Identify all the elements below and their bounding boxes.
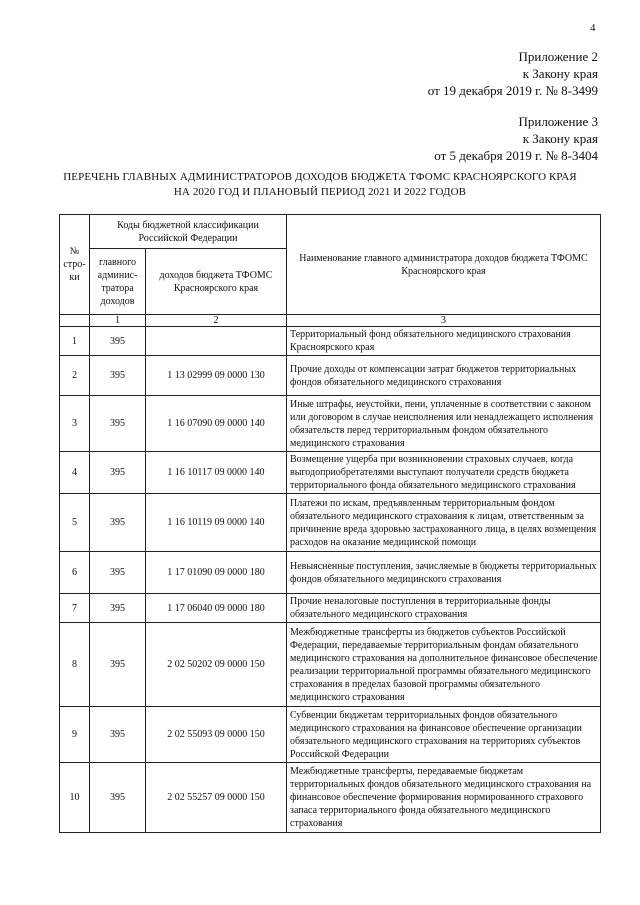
admin-code: 395 — [90, 594, 146, 623]
revenue-name: Межбюджетные трансферты из бюджетов субъектов Российской Федерации, передаваемые территориальным фондам обязательного медицинского страхования на дополнительное финансовое обеспечение реализации территориальной программы обязательного медицинского страхования в пределах базовой программы обязательного медицинского страхования — [287, 623, 601, 707]
admin-code: 395 — [90, 396, 146, 452]
admin-code: 395 — [90, 452, 146, 494]
admin-code: 395 — [90, 707, 146, 763]
revenue-name: Прочие неналоговые поступления в территориальные фонды обязательного медицинского страхования — [287, 594, 601, 623]
row-number: 8 — [60, 623, 90, 707]
page-number: 4 — [590, 22, 596, 34]
appendix-3-header — [434, 113, 598, 164]
column-number-blank — [60, 315, 90, 327]
revenue-name: Иные штрафы, неустойки, пени, уплаченные в соответствии с законом или договором в случае неисполнения или ненадлежащего исполнения обязательств перед территориальным фондом обязательного медицинского страхования — [287, 396, 601, 452]
header-admin-name: Наименование главного администратора доходов бюджета ТФОМС Красноярского края — [287, 215, 601, 315]
header-row-number: № стро-ки — [60, 215, 90, 315]
row-number: 4 — [60, 452, 90, 494]
revenue-code: 1 16 07090 09 0000 140 — [146, 396, 287, 452]
document-title-line-2: НА 2020 ГОД И ПЛАНОВЫЙ ПЕРИОД 2021 И 2022 ГОДОВ — [173, 186, 467, 198]
table-row — [60, 623, 601, 707]
document-title — [40, 170, 600, 200]
row-number: 9 — [60, 707, 90, 763]
table-row — [60, 356, 601, 396]
admin-code: 395 — [90, 327, 146, 356]
revenue-name: Невыясненные поступления, зачисляемые в бюджеты территориальных фондов обязательного медицинского страхования — [287, 552, 601, 594]
revenue-name: Прочие доходы от компенсации затрат бюджетов территориальных фондов обязательного медицинского страхования — [287, 356, 601, 396]
row-number: 6 — [60, 552, 90, 594]
table-row — [60, 763, 601, 833]
revenue-code: 2 02 55257 09 0000 150 — [146, 763, 287, 833]
revenue-name: Территориальный фонд обязательного медицинского страхования Красноярского края — [287, 327, 601, 356]
revenue-code: 2 02 55093 09 0000 150 — [146, 707, 287, 763]
header-main-admin: главного админис-тратора доходов — [90, 249, 146, 315]
admin-code: 395 — [90, 552, 146, 594]
row-number: 5 — [60, 494, 90, 552]
column-number-1: 1 — [90, 315, 146, 327]
admin-code: 395 — [90, 623, 146, 707]
revenue-code: 1 16 10119 09 0000 140 — [146, 494, 287, 552]
appendix-2-header — [428, 48, 598, 99]
column-number-3: 3 — [287, 315, 601, 327]
appendix-3-label: Приложение 3 — [518, 114, 598, 129]
table-row — [60, 327, 601, 356]
table-row — [60, 452, 601, 494]
revenue-name: Возмещение ущерба при возникновении страховых случаев, когда выгодоприобретателями выступают получатели средств бюджета территориального фонда обязательного медицинского страхования — [287, 452, 601, 494]
row-number: 2 — [60, 356, 90, 396]
admin-code: 395 — [90, 763, 146, 833]
appendix-2-date: от 19 декабря 2019 г. № 8-3499 — [427, 83, 598, 98]
table-row — [60, 594, 601, 623]
revenue-name: Субвенции бюджетам территориальных фондов обязательного медицинского страхования на финансовое обеспечение организации обязательного медицинского страхования на территориях субъектов Российской Федерации — [287, 707, 601, 763]
revenue-code: 1 17 01090 09 0000 180 — [146, 552, 287, 594]
appendix-2-label: Приложение 2 — [518, 49, 598, 64]
header-revenue-code: доходов бюджета ТФОМС Красноярского края — [146, 249, 287, 315]
appendix-3-law: к Закону края — [522, 131, 598, 146]
row-number: 3 — [60, 396, 90, 452]
table-row — [60, 552, 601, 594]
revenue-code: 2 02 50202 09 0000 150 — [146, 623, 287, 707]
revenue-code: 1 17 06040 09 0000 180 — [146, 594, 287, 623]
table-row — [60, 494, 601, 552]
revenue-code — [146, 327, 287, 356]
table-row — [60, 396, 601, 452]
revenue-name: Межбюджетные трансферты, передаваемые бюджетам территориальных фондов обязательного медицинского страхования на финансовое обеспечение формирования нормированного страхового запаса территориального фонда обязательного медицинского страхования — [287, 763, 601, 833]
revenue-name: Платежи по искам, предъявленным территориальным фондом обязательного медицинского страхования к лицам, ответственным за причинение вреда здоровью застрахованного лица, в целях возмещения расходов на оказание медицинской помощи — [287, 494, 601, 552]
document-title-line-1: ПЕРЕЧЕНЬ ГЛАВНЫХ АДМИНИСТРАТОРОВ ДОХОДОВ БЮДЖЕТА ТФОМС КРАСНОЯРСКОГО КРАЯ — [63, 171, 577, 183]
revenue-code: 1 16 10117 09 0000 140 — [146, 452, 287, 494]
admin-code: 395 — [90, 356, 146, 396]
revenue-code: 1 13 02999 09 0000 130 — [146, 356, 287, 396]
row-number: 10 — [60, 763, 90, 833]
appendix-2-law: к Закону края — [522, 66, 598, 81]
appendix-3-date: от 5 декабря 2019 г. № 8-3404 — [434, 148, 598, 163]
row-number: 1 — [60, 327, 90, 356]
column-number-2: 2 — [146, 315, 287, 327]
admin-code: 395 — [90, 494, 146, 552]
row-number: 7 — [60, 594, 90, 623]
administrators-table — [59, 214, 601, 833]
table-row — [60, 707, 601, 763]
header-bk-codes: Коды бюджетной классификации Российской Федерации — [90, 215, 287, 249]
